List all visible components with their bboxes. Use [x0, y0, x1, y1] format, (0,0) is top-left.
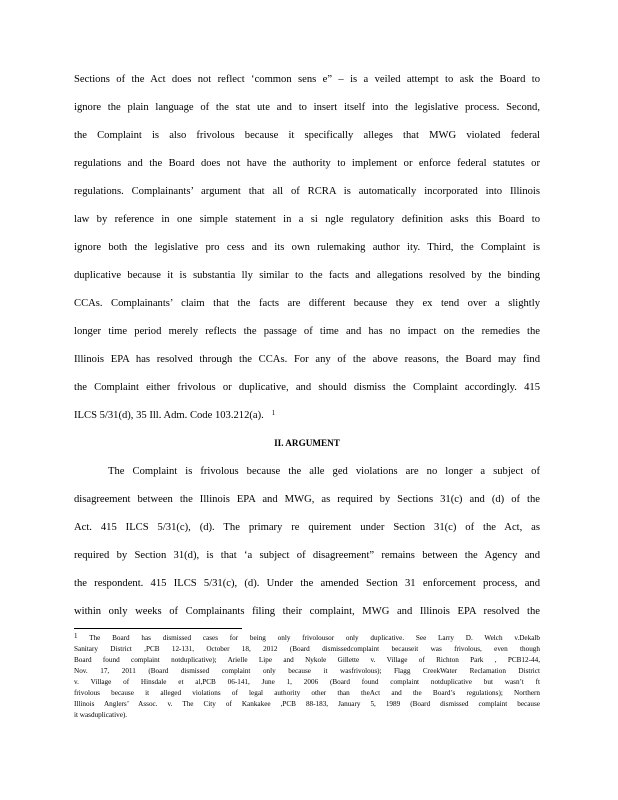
argument-line: the respondent. 415 ILCS 5/31(c), (d). Under the amended Section 31 enforcement process, and [74, 578, 540, 589]
footnote-line: it wasduplicative). [74, 711, 128, 719]
body-line: ignore both the legislative pro cess and its own rulemaking author ity. Third, the Complaint is [74, 242, 540, 253]
footnote-line: v. Village of Hinsdale et al,PCB 06-141, June 1, 2006 (Board found complaint notduplicative but wasn’t ft [74, 678, 540, 686]
section-heading: II. ARGUMENT [274, 438, 340, 448]
argument-line-indented: The Complaint is frivolous because the alle ged violations are no longer a subject of [108, 466, 540, 477]
body-line-last [74, 409, 540, 422]
body-line: duplicative because it is substantia lly similar to the facts and allegations resolved by the binding [74, 270, 540, 281]
body-line: law by reference in one simple statement in a si ngle regulatory definition asks this Board to [74, 214, 540, 225]
body-line: ignore the plain language of the stat ute and to insert itself into the legislative process. Second, [74, 102, 540, 113]
argument-line: Act. 415 ILCS 5/31(c), (d). The primary re quirement under Section 31(c) of the Act, as [74, 522, 540, 533]
footnote-line: Nov. 17, 2011 (Board dismissed complaint only because it wasfrivolous); Flagg CreekWater Reclamation District [74, 667, 540, 675]
body-line: Illinois EPA has resolved through the CCAs. For any of the above reasons, the Board may find [74, 354, 540, 365]
body-line: regulations. Complainants’ argument that all of RCRA is automatically incorporated into Illinois [74, 186, 540, 197]
body-line: CCAs. Complainants’ claim that the facts are different because they ex tend over a slightly [74, 298, 540, 309]
footnote-line: Illinois Anglers’ Assoc. v. The City of Kankakee ,PCB 88-183, January 5, 1989 (Board dismissed complaint because [74, 700, 540, 708]
footnote-line: Sanitary District ,PCB 12-131, October 18, 2012 (Board dismissedcomplaint becauseit was frivolous, even though [74, 645, 540, 653]
footnote-line-first [74, 634, 540, 643]
body-line: the Complaint is also frivolous because it specifically alleges that MWG violated federal [74, 130, 540, 141]
footnote-marker: 1 [74, 632, 78, 640]
footnote-text: The Board has dismissed cases for being only frivolousor only duplicative. See Larry D. Welch v.Dekalb [77, 634, 540, 642]
body-line: Sections of the Act does not reflect ‘common sens e” – is a veiled attempt to ask the Board to [74, 74, 540, 85]
footnote-reference[interactable]: 1 [271, 409, 276, 417]
body-line: regulations and the Board does not have the authority to implement or enforce federal statutes or [74, 158, 540, 169]
footnote-line: Board found complaint notduplicative); Arielle Lipe and Nykole Gillette v. Village of Richton Park , PCB12-44, [74, 656, 540, 664]
argument-line: required by Section 31(d), is that ‘a subject of disagreement” remains between the Agency and [74, 550, 540, 561]
footnote-line: frivolous because it alleged violations of legal authority other than theAct and the Board’s regulations); Northern [74, 689, 540, 697]
body-line: the Complaint either frivolous or duplicative, and should dismiss the Complaint accordingly. 415 [74, 382, 540, 393]
footnote-divider [74, 628, 242, 629]
argument-line: disagreement between the Illinois EPA and MWG, as required by Sections 31(c) and (d) of the [74, 494, 540, 505]
body-line: longer time period merely reflects the passage of time and has no impact on the remedies the [74, 326, 540, 337]
body-line-text: ILCS 5/31(d), 35 Ill. Adm. Code 103.212(a). [74, 410, 264, 421]
argument-line: within only weeks of Complainants filing their complaint, MWG and Illinois EPA resolved the [74, 606, 540, 617]
